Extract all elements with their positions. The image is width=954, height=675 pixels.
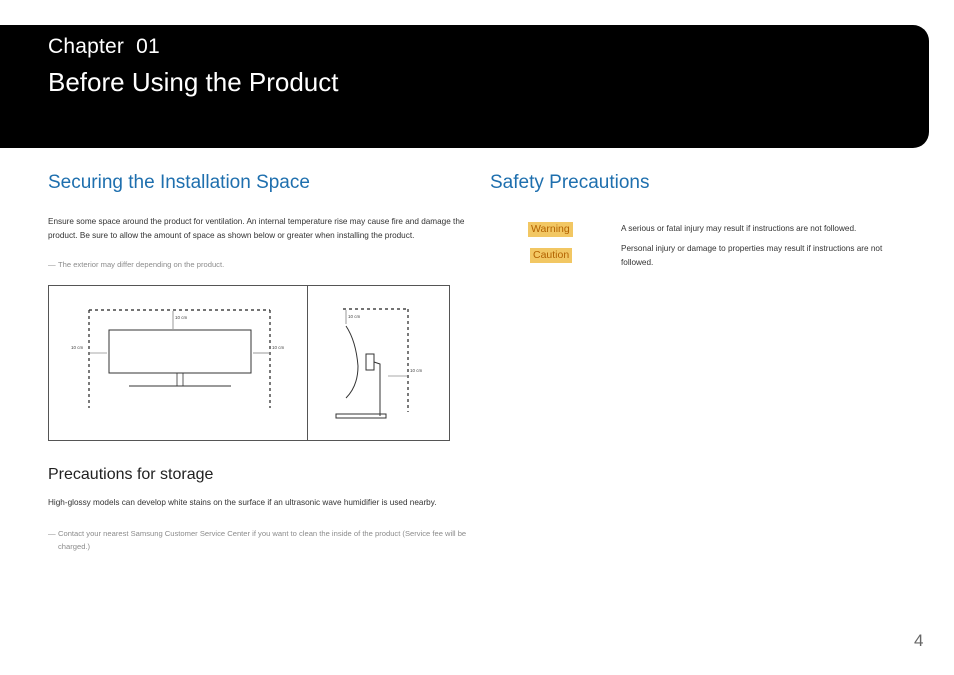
front-monitor-screen	[109, 330, 251, 373]
installation-heading: Securing the Installation Space	[48, 172, 310, 193]
side-monitor-stand	[374, 362, 380, 416]
page-number: 4	[914, 631, 924, 650]
storage-note	[48, 527, 468, 553]
safety-heading: Safety Precautions	[490, 172, 650, 193]
warning-badge: Warning	[528, 222, 573, 237]
installation-note-text: The exterior may differ depending on the product.	[58, 260, 225, 269]
front-view-diagram	[49, 286, 307, 440]
chapter-title: Before Using the Product	[48, 67, 339, 97]
side-monitor-base	[336, 414, 386, 418]
installation-space-figure	[48, 285, 450, 441]
chapter-header	[0, 25, 929, 148]
front-monitor-neck	[177, 373, 183, 386]
caution-description: Personal injury or damage to properties may result if instructions are not followed.	[621, 244, 883, 267]
front-right-label: 10 cm	[272, 345, 285, 350]
caution-badge: Caution	[530, 248, 572, 263]
storage-note-text: Contact your nearest Samsung Customer Service Center if you want to clean the inside of the product (Service fee will be charged.)	[58, 529, 467, 551]
warning-description: A serious or fatal injury may result if instructions are not followed.	[621, 224, 857, 233]
note-dash-icon: ―	[48, 260, 56, 269]
installation-note	[48, 258, 468, 271]
front-left-label: 10 cm	[71, 345, 84, 350]
side-monitor-hinge	[366, 354, 374, 370]
storage-heading: Precautions for storage	[48, 466, 214, 483]
chapter-label: Chapter 01	[48, 35, 160, 58]
side-top-label: 10 cm	[348, 314, 361, 319]
note-dash-icon: ―	[48, 529, 56, 538]
side-back-label: 10 cm	[410, 368, 423, 373]
front-top-label: 10 cm	[175, 315, 188, 320]
storage-body: High-glossy models can develop white stains on the surface if an ultrasonic wave humidifier is used nearby.	[48, 498, 437, 507]
side-monitor-panel	[346, 326, 358, 398]
side-view-diagram	[308, 286, 451, 440]
installation-body: Ensure some space around the product for ventilation. An internal temperature rise may cause fire and damage the product. Be sure to allow the amount of space as shown below or greater when installing the product.	[48, 217, 465, 240]
